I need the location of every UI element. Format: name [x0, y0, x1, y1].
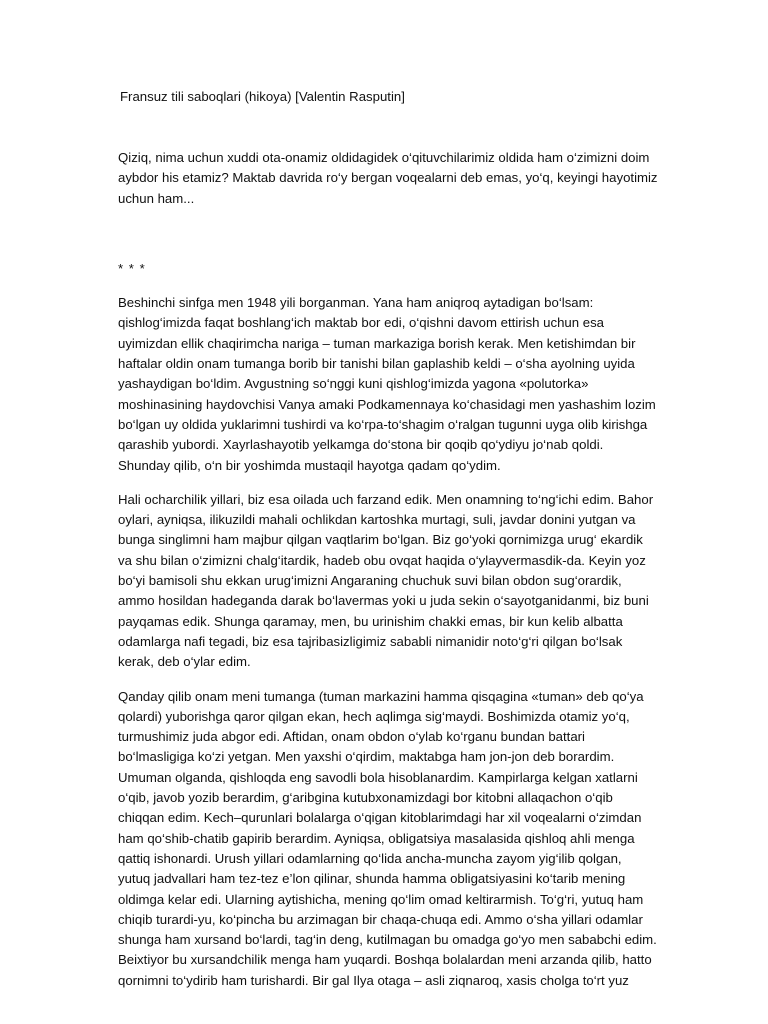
- text-line: ham qo‘shib-chatib gapirib berardim. Ayniqsa, obligatsiya masalasida qishloq ahli menga: [118, 830, 635, 846]
- text-line: Beshinchi sinfga men 1948 yili borganman. Yana ham aniqroq aytadigan bo‘lsam:: [118, 295, 594, 311]
- text-line: Umuman olganda, qishloqda eng savodli bola hisoblanardim. Kampirlarga kelgan xatlarni: [118, 769, 638, 785]
- text-line: bo‘yi bamisoli shu ekkan urug‘imizni Angaraning chuchuk suvi bilan obdon sug‘orardik,: [118, 573, 622, 589]
- text-line: va shu bilan o‘zimizni chalg‘itardik, hadeb obu ovqat haqida o‘ylayvermasdik-da. Keyin yoz: [118, 552, 646, 568]
- intro-paragraph: [118, 148, 658, 209]
- text-line: Hali ocharchilik yillari, biz esa oilada uch farzand edik. Men onamning to‘ng‘ichi edim. Bahor: [118, 491, 654, 507]
- text-line: shunga ham xursand bo‘lardi, tag‘in deng, kutilmagan bu omadga go‘yo men sababchi edim.: [118, 932, 657, 948]
- text-line: kerak, deb o‘ylar edim.: [118, 654, 251, 670]
- text-line: aybdor his etamiz? Maktab davrida ro‘y bergan voqealarni deb emas, yo‘q, keyingi hayotimiz: [118, 170, 658, 186]
- text-line: Beixtiyor bu xursandchilik menga ham yuqardi. Boshqa bolalardan meni arzanda qilib, hatto: [118, 952, 652, 968]
- text-line: chiqqan edim. Kech–qurunlari bolalarga o‘qigan kitoblarimdagi har xil voqealarni o‘zimdan: [118, 810, 642, 826]
- text-line: uchun ham...: [118, 190, 195, 206]
- text-line: qattiq ishonardi. Urush yillari odamlarning qo‘lida ancha-muncha zayom yig‘ilib qolgan,: [118, 850, 622, 866]
- text-line: odamlarga nafi tegadi, biz esa tajribasizligimiz sababli nimanidir noto‘g‘ri qilgan bo‘lsak: [118, 633, 623, 649]
- text-line: oldimga kelar edi. Ularning aytishicha, mening qo‘lim omad keltirarmish. To‘g‘ri, yutuq ham: [118, 891, 644, 907]
- text-line: payqamas edik. Shunga qaramay, men, bu urinishim chakki emas, bir kun kelib albatta: [118, 613, 623, 629]
- text-line: o‘qib, javob yozib berardim, g‘aribgina kutubxonamizdagi bor kitobni allaqachon o‘qib: [118, 790, 613, 806]
- text-line: moshinasining haydovchisi Vanya amaki Podkamennaya ko‘chasidagi men yashashim lozim: [118, 396, 656, 412]
- text-line: qolardi) yuborishga qaror qilgan ekan, hech aqlimga sig‘maydi. Boshimizda otamiz yo‘q,: [118, 708, 630, 724]
- text-line: yashaydigan bo‘ldim. Avgustning so‘nggi kuni qishlog‘imizda yagona «polutorka»: [118, 376, 589, 392]
- text-line: chiqib turardi-yu, ko‘pincha bu arzimagan bir chaqa-chuqa edi. Ammo o‘sha yillari odamlar: [118, 911, 643, 927]
- text-line: turmushimiz juda abgor edi. Aftidan, onam obdon o‘ylab ko‘rganu bundan battari: [118, 729, 585, 745]
- text-line: Qanday qilib onam meni tumanga (tuman markazini hamma qisqagina «tuman» deb qo‘ya: [118, 688, 644, 704]
- text-line: qarashib yubordi. Xayrlashayotib yelkamga do‘stona bir qoqib qo‘ydiyu jo‘nab qoldi.: [118, 437, 604, 453]
- section-separator: * * *: [118, 260, 146, 276]
- text-line: ammo hosildan hadeganda darak bo‘lavermas yoki u juda sekin o‘sayotganidanmi, biz buni: [118, 593, 649, 609]
- paragraph-3: [118, 687, 657, 991]
- document-title: Fransuz tili saboqlari (hikoya) [Valentin Rasputin]: [120, 89, 405, 104]
- document-body: [118, 148, 658, 1005]
- paragraph-1: [118, 293, 656, 476]
- text-line: uyimizdan ellik chaqirimcha nariga – tuman markaziga borish kerak. Men ketishimdan bir: [118, 335, 636, 351]
- text-line: haftalar oldin onam tumanga borib bir tanishi bilan gaplashib keldi – o‘sha ayolning uyida: [118, 356, 635, 372]
- text-line: Shunday qilib, o‘n bir yoshimda mustaqil hayotga qadam qo‘ydim.: [118, 457, 501, 473]
- text-line: bo‘lgan uy oldida yuklarimni tushirdi va ko‘rpa-to‘shagim o‘ralgan tugunni uyga olib kirishga: [118, 416, 648, 432]
- text-line: oylari, ayniqsa, ilikuzildi mahali ochlikdan kartoshka murtagi, suli, javdar donini yutgan va: [118, 512, 636, 528]
- text-line: qishlog‘imizda faqat boshlang‘ich maktab bor edi, o‘qishni davom ettirish uchun esa: [118, 315, 605, 331]
- paragraph-2: [118, 490, 654, 673]
- text-line: bunga singlimni ham majbur qilgan vaqtlarim bo‘lgan. Biz go‘yoki qornimizga urug‘ ekardik: [118, 532, 643, 548]
- text-line: yutuq jadvallari ham tez-tez e’lon qilinar, shunda hamma obligatsiyasini ko‘tarib mening: [118, 871, 626, 887]
- text-line: qornimni to‘ydirib ham turishardi. Bir gal Ilya otaga – asli ziqnaroq, xasis cholga to‘rt yuz: [118, 972, 629, 988]
- text-line: bo‘lmasligiga ko‘zi yetgan. Men yaxshi o‘qirdim, maktabga ham jon-jon deb borardim.: [118, 749, 615, 765]
- text-line: Qiziq, nima uchun xuddi ota-onamiz oldidagidek o‘qituvchilarimiz oldida ham o‘zimizni doim: [118, 150, 650, 165]
